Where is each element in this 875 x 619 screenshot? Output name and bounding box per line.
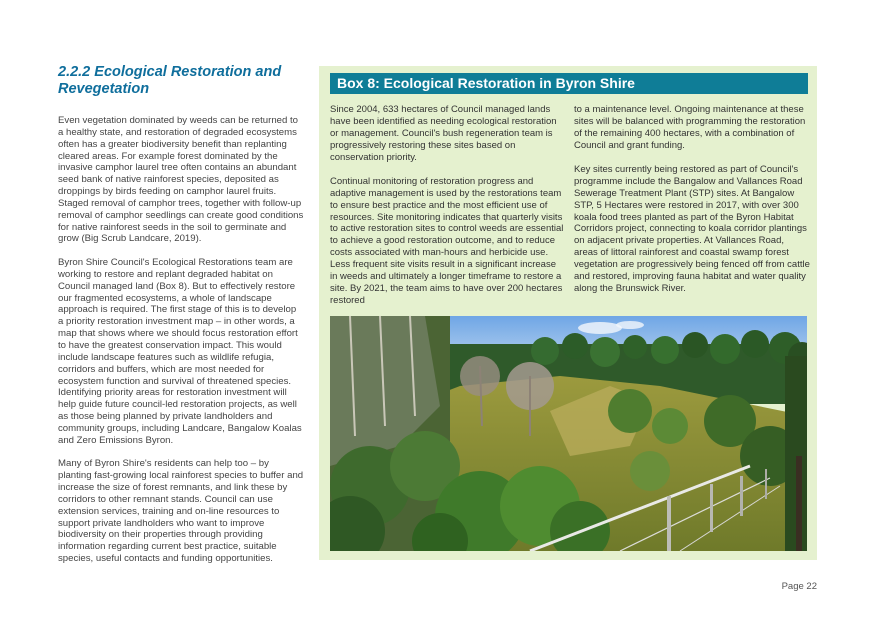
body-paragraph-1: Even vegetation dominated by weeds can be returned to a healthy state, and restoration of degraded ecosystems often has a greater biodiversity benefit than replanting cleared areas. For example forest dominated by the invasive camphor laurel tree often contains an abundant seed bank of native rainforest species, deposited as droppings by birds feeding on camphor laurel fruits. Staged removal of camphor trees, together with follow-up removal of camphor seedlings can create good conditions for native rainforest seeds in the soil to germinate and grow (Big Scrub Landcare, 2019). xyxy=(58,115,304,245)
section-heading: 2.2.2 Ecological Restoration and Revegetation xyxy=(58,64,282,97)
page-number: Page 22 xyxy=(781,581,817,592)
right-tree xyxy=(785,356,807,551)
body-paragraph-3: Many of Byron Shire's residents can help too – by planting fast-growing local rainforest species to buffer and increase the size of forest remnants, and link these by corridors to other remnant stands. Council can use extension services, training and on-line resources to support private landholders who want to improve biodiversity on their properties through providing information regarding current best practice, suitable species, useful contacts and funding opportunities. xyxy=(58,458,304,565)
case-study-box xyxy=(319,66,817,560)
box-title: Box 8: Ecological Restoration in Byron Shire xyxy=(330,73,808,94)
box-paragraph: Since 2004, 633 hectares of Council managed lands have been identified as needing ecological restoration or management. Council's bush regeneration team is progressively restoring these sites based on conservation priority. xyxy=(330,104,557,163)
box-paragraph: Continual monitoring of restoration progress and adaptive management is used by the restorations team to ensure best practice and the most efficient use of resources. Site monitoring indicates that quarterly visits to active restoration sites to control weeds are essential to achieve a good restoration outcome, and to reduce costs associated with man-hours and herbicide use. Less frequent site visits result in a significant increase in weeds and ultimately a longer timeframe to restore a site. By 2021, the team aims to have over 200 hectares restored xyxy=(330,175,564,307)
box-column-right xyxy=(574,104,810,307)
box-paragraph: to a maintenance level. Ongoing maintenance at these sites will be balanced with programming the restoration of the remaining 400 hectares, with a combination of Council and grant funding. xyxy=(574,104,806,151)
body-paragraph-2: Byron Shire Council's Ecological Restorations team are working to restore and replant degraded habitat on Council managed land (Box 8). But to effectively restore our fragmented ecosystems, a whole of landscape approach is required. The first stage of this is to develop a priority restoration investment map – in other words, a map that shows where we should focus restoration effort to have the greatest conservation impact. This would include landscape features such as wildlife refugia, corridors and buffers, which are most needed for ecosystem function and survival of threatened species. Identifying priority areas for restoration investment will help guide future council-led restoration projects, as well as those being planned by private landholders and community groups, including Landcare, Bangalow Koalas and Zero Emissions Byron. xyxy=(58,257,302,446)
box-paragraph: Key sites currently being restored as part of Council's programme include the Bangalow and Vallances Road Sewerage Treatment Plant (STP) sites. At Bangalow STP, 5 Hectares were restored in 2017, with over 300 koala food trees planted as part of the Byron Habitat Corridors project, connecting to koala corridor plantings on adjacent private properties. At Vallances Road, areas of littoral rainforest and coastal swamp forest vegetation are progressively being fenced off from cattle and restored, improving fauna habitat and water quality along the Brunswick River. xyxy=(574,163,810,295)
box-column-left xyxy=(330,104,566,319)
section-body xyxy=(58,115,304,577)
restoration-site-photo xyxy=(330,316,807,551)
